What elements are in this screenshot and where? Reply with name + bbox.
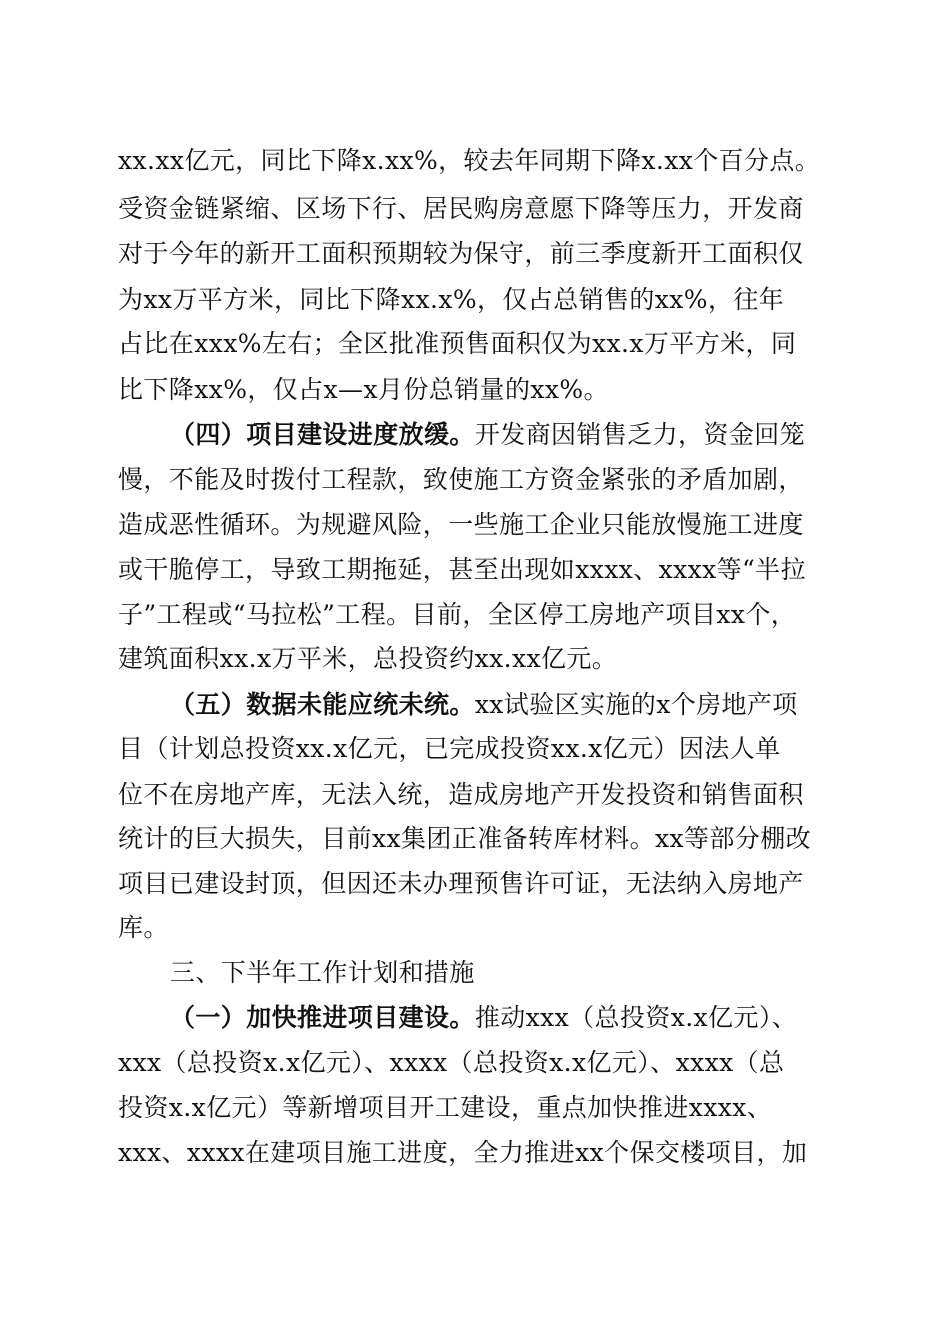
paragraph-line <box>170 420 805 450</box>
paragraph-line: 位不在房地产库，无法入统，造成房地产开发投资和销售面积 <box>118 780 804 809</box>
subsection-title: （五）数据未能应统未统。 <box>170 690 475 719</box>
paragraph-line: 占比在xxx%左右；全区批准预售面积仅为xx.x万平方米，同 <box>118 329 797 358</box>
paragraph-text: 推动xxx（总投资x.x亿元）、 <box>474 1003 798 1032</box>
paragraph-line: 或干脆停工，导致工期拖延，甚至出现如xxxx、xxxx等“半拉 <box>118 555 806 584</box>
subsection-title: （四）项目建设进度放缓。 <box>170 420 475 449</box>
paragraph-line: 库。 <box>118 913 169 942</box>
paragraph-line: 子”工程或“马拉松”工程。目前，全区停工房地产项目xx个， <box>118 600 797 629</box>
paragraph-line: 慢，不能及时拨付工程款，致使施工方资金紧张的矛盾加剧， <box>118 465 804 494</box>
paragraph-line: xxx（总投资x.x亿元）、xxxx（总投资x.x亿元）、xxxx（总 <box>118 1048 785 1077</box>
subsection-title: （一）加快推进项目建设。 <box>170 1003 475 1032</box>
paragraph-line: 投资x.x亿元）等新增项目开工建设，重点加快推进xxxx、 <box>118 1093 773 1122</box>
paragraph-line: 造成恶性循环。为规避风险，一些施工企业只能放慢施工进度 <box>118 510 804 539</box>
paragraph-line: 目（计划总投资xx.x亿元，已完成投资xx.x亿元）因法人单 <box>118 734 781 763</box>
paragraph-line: xxx、xxxx在建项目施工进度，全力推进xx个保交楼项目，加 <box>118 1138 808 1167</box>
paragraph-line <box>170 690 798 720</box>
paragraph-line: 统计的巨大损失，目前xx集团正准备转库材料。xx等部分棚改 <box>118 824 811 853</box>
paragraph-text: xx试验区实施的x个房地产项 <box>474 690 798 719</box>
paragraph-line <box>170 1003 797 1033</box>
paragraph-line: 对于今年的新开工面积预期较为保守，前三季度新开工面积仅 <box>118 239 804 268</box>
section-heading: 三、下半年工作计划和措施 <box>170 958 475 987</box>
paragraph-line: xx.xx亿元，同比下降x.xx%，较去年同期下降x.xx个百分点。 <box>118 146 821 175</box>
paragraph-line: 项目已建设封顶，但因还未办理预售许可证，无法纳入房地产 <box>118 869 804 898</box>
paragraph-text: 开发商因销售乏力，资金回笼 <box>474 420 806 449</box>
paragraph-line: 建筑面积xx.x万平米，总投资约xx.xx亿元。 <box>118 644 618 673</box>
paragraph-line: 比下降xx%，仅占x—x月份总销量的xx%。 <box>118 375 609 404</box>
paragraph-line: 受资金链紧缩、区场下行、居民购房意愿下降等压力，开发商 <box>118 194 804 223</box>
paragraph-line: 为xx万平方米，同比下降xx.x%，仅占总销售的xx%，往年 <box>118 285 785 314</box>
